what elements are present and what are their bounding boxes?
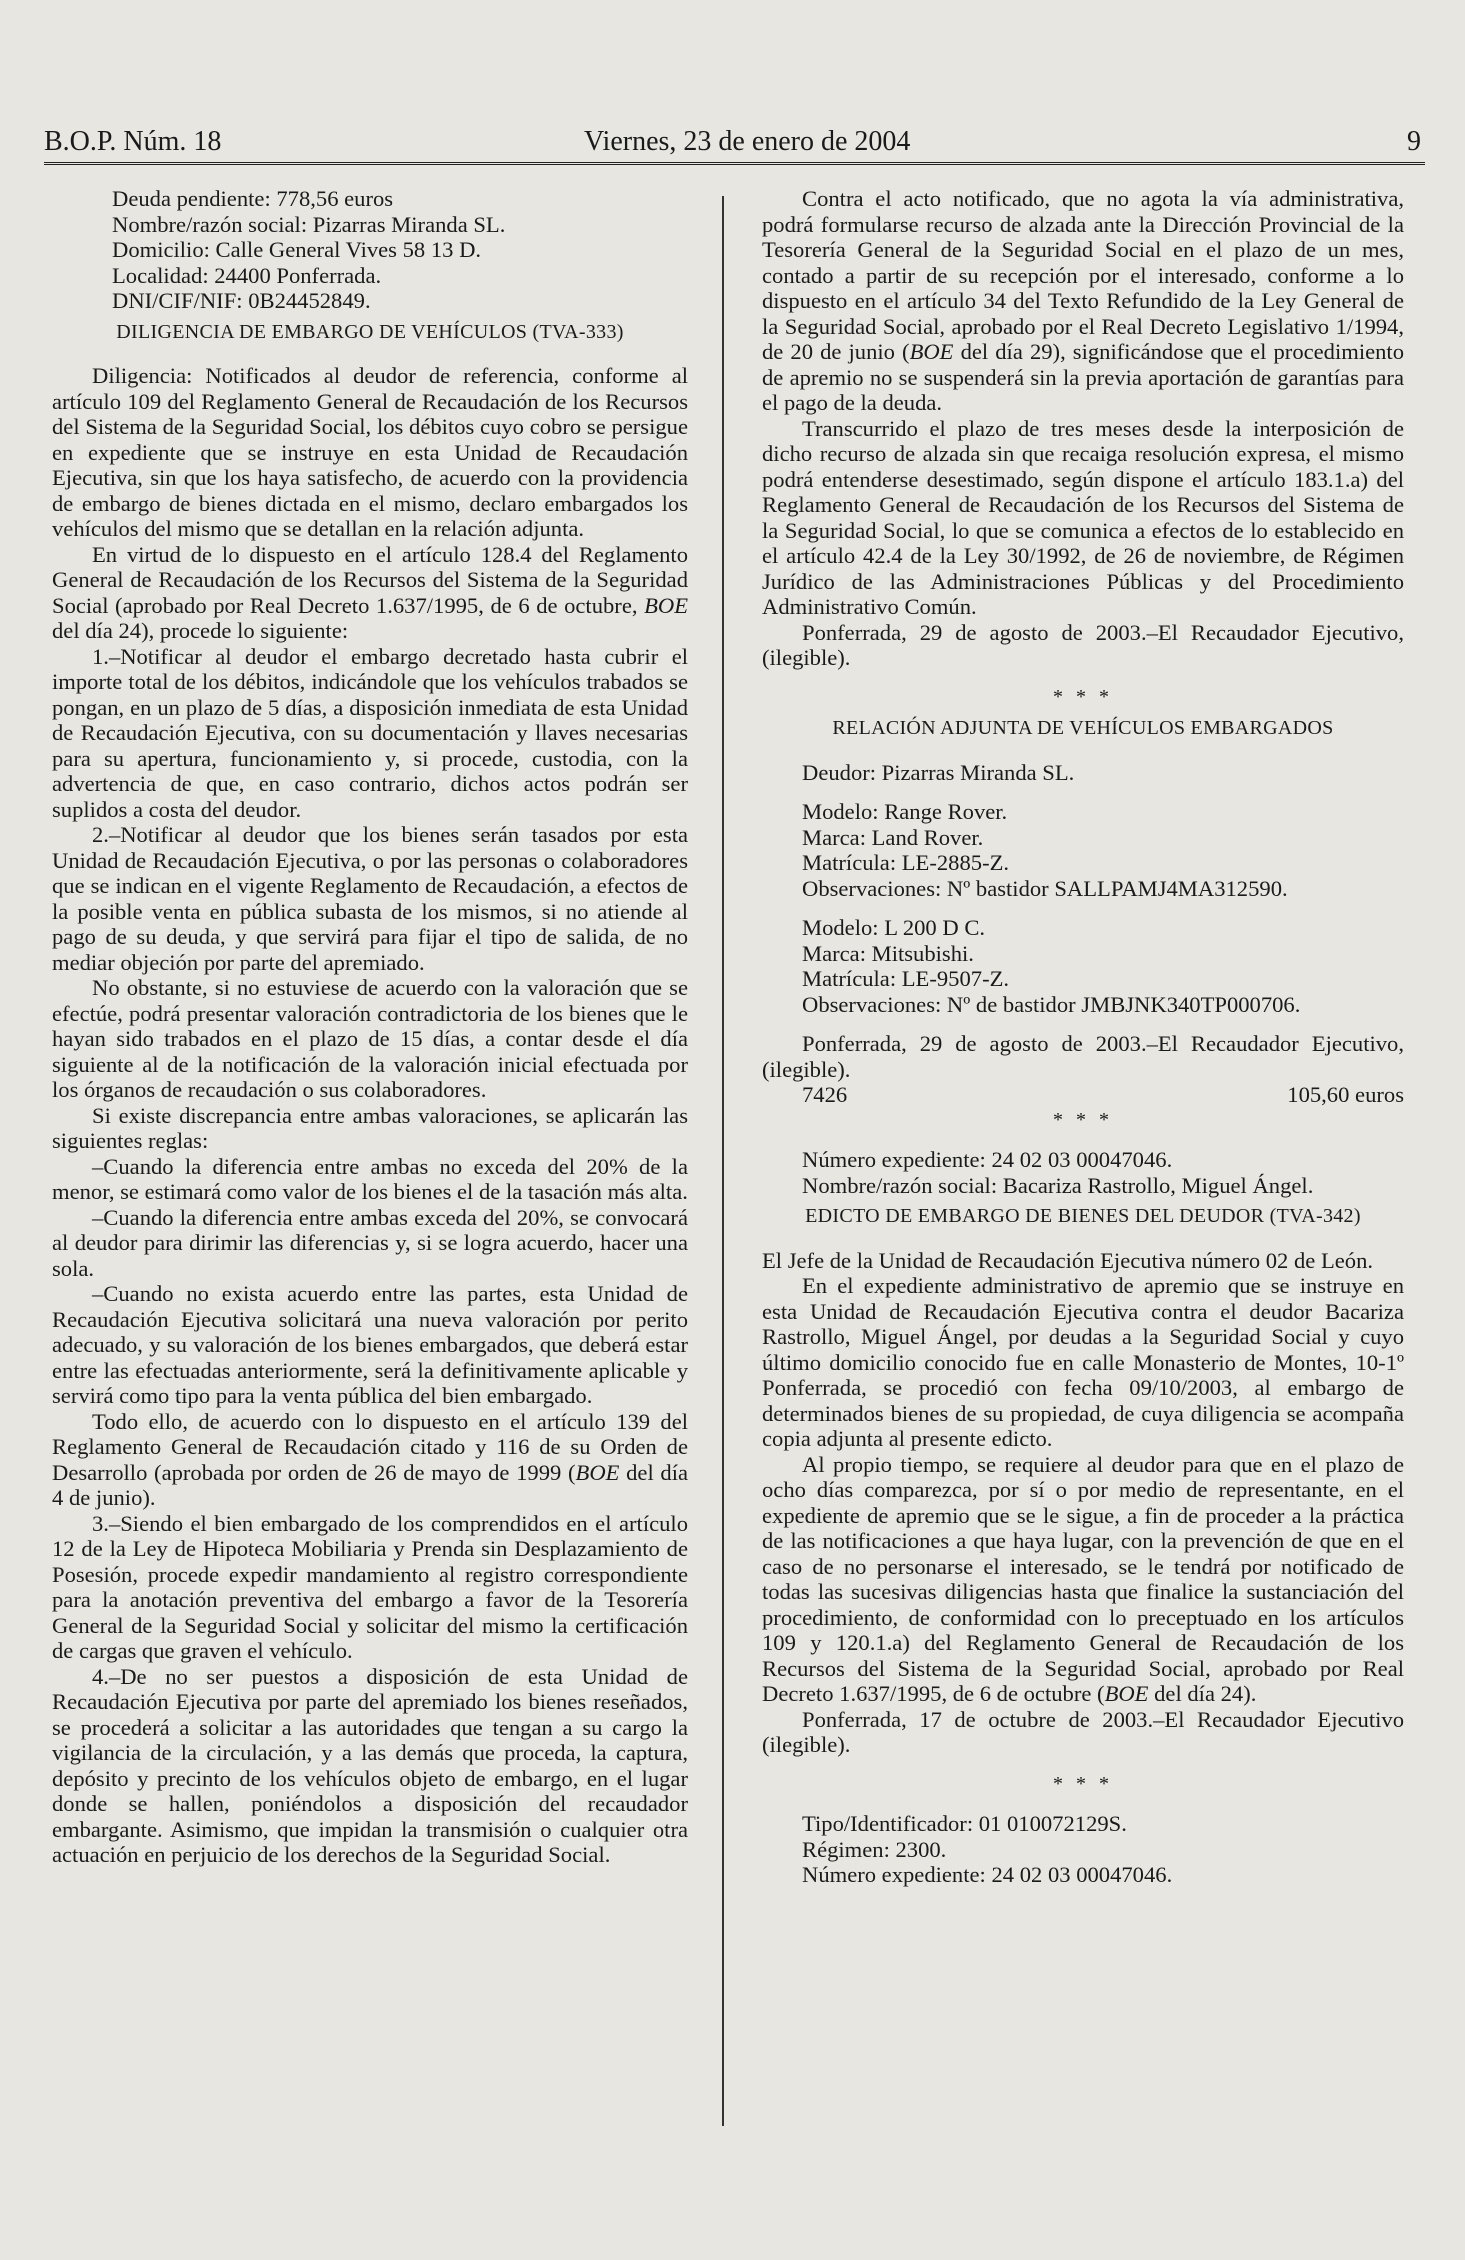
separator: * * *	[1053, 1772, 1113, 1795]
section-heading: EDICTO DE EMBARGO DE BIENES DEL DEUDOR (TVA-342)	[805, 1205, 1361, 1227]
name-line: Nombre/razón social: Pizarras Miranda SL.	[112, 211, 506, 237]
ad-code: 7426	[802, 1082, 848, 1107]
regimen-line: Régimen: 2300.	[802, 1836, 947, 1862]
vehicle-brand: Marca: Mitsubishi.	[802, 940, 974, 966]
bulletin-number: B.O.P. Núm. 18	[44, 126, 222, 157]
paragraph: Al propio tiempo, se requiere al deudor para que en el plazo de ocho días comparezca, por sí o por medio de representante, en el expediente de apremio que se le sigue, a fin de proceder a la práctica de las notificaciones a que haya lugar, con la prevención de que en el caso de no personarse el interesado, se le tendrá por notificado de todas las sucesivas diligencias hasta que finalice la sustanciación del procedimiento, de conformidad con lo preceptuado en los artículos 109 y 120.1.a) del Reglamento General de Recaudación de los Recursos del Sistema de la Seguridad Social, aprobado por Real Decreto 1.637/1995, de 6 de octubre (BOE del día 24).	[762, 1451, 1404, 1706]
page-number: 9	[1407, 126, 1421, 157]
separator: * * *	[1053, 1108, 1113, 1131]
paragraph: 2.–Notificar al deudor que los bienes serán tasados por esta Unidad de Recaudación Ejecutiva, o por las personas o colaboradores que se indican en el vigente Reglamento de Recaudación, a efectos de la posible venta en pública subasta de los mismos, si no atiende al pago de su deuda, y que servirá para fijar el tipo de salida, de no mediar objeción por parte del apremiado.	[52, 822, 688, 975]
address-line: Domicilio: Calle General Vives 58 13 D.	[112, 237, 482, 262]
ad-amount: 105,60 euros	[1287, 1082, 1404, 1107]
vehicle-notes: Observaciones: Nº de bastidor JMBJNK340TP000706.	[802, 991, 1301, 1017]
debtor-line: Deudor: Pizarras Miranda SL.	[802, 759, 1075, 785]
paragraph: No obstante, si no estuviese de acuerdo con la valoración que se efectúe, podrá presentar valoración contradictoria de los bienes que le hayan sido trabados en el plazo de 15 días, a contar desde el día siguiente al de la notificación de la valoración inicial efectuada por los órganos de recaudación o sus colaboradores.	[52, 975, 688, 1102]
paragraph: Contra el acto notificado, que no agota la vía administrativa, podrá formularse recurso de alzada ante la Dirección Provincial de la Tesorería General de la Seguridad Social en el plazo de un mes, contado a partir de su recepción por el interesado, conforme a lo dispuesto en el artículo 34 del Texto Refundido de la Ley General de la Seguridad Social, aprobado por el Real Decreto Legislativo 1/1994, de 20 de junio (BOE del día 29), significándose que el procedimiento de apremio no se suspenderá sin la previa aportación de garantías para el pago de la deuda.	[762, 186, 1404, 415]
paragraph: –Cuando la diferencia entre ambas no exceda del 20% de la menor, se estimará como valor de los bienes el de la tasación más alta.	[52, 1153, 688, 1204]
expediente-line: Número expediente: 24 02 03 00047046.	[802, 1147, 1173, 1172]
vehicle-notes: Observaciones: Nº bastidor SALLPAMJ4MA312590.	[802, 875, 1288, 901]
publication-date: Viernes, 23 de enero de 2004	[584, 126, 911, 157]
section-heading: RELACIÓN ADJUNTA DE VEHÍCULOS EMBARGADOS	[832, 717, 1334, 739]
section-heading: DILIGENCIA DE EMBARGO DE VEHÍCULOS (TVA-333)	[116, 320, 624, 343]
vehicle-plate: Matrícula: LE-9507-Z.	[802, 966, 1010, 991]
paragraph: En el expediente administrativo de apremio que se instruye en esta Unidad de Recaudación Ejecutiva contra el deudor Bacariza Rastrollo, Miguel Ángel, por deudas a la Seguridad Social y cuyo último domicilio conocido fue en calle Monasterio de Montes, 10-1º Ponferrada, se procedió con fecha 09/10/2003, al embargo de determinados bienes de su propiedad, de cuya diligencia se acompaña copia adjunta al presente edicto.	[762, 1273, 1404, 1451]
paragraph: Diligencia: Notificados al deudor de referencia, conforme al artículo 109 del Reglamento General de Recaudación de los Recursos del Sistema de la Seguridad Social, los débitos cuyo cobro se persigue en expediente que se instruye en esta Unidad de Recaudación Ejecutiva, sin que los haya satisfecho, de acuerdo con la providencia de embargo de bienes dictada en el mismo, declaro embargados los vehículos del mismo que se detallan en la relación adjunta.	[52, 363, 688, 541]
vehicle-model: Modelo: L 200 D C.	[802, 915, 986, 940]
locality-line: Localidad: 24400 Ponferrada.	[112, 262, 382, 288]
column-divider	[722, 196, 724, 2126]
paragraph: Transcurrido el plazo de tres meses desde la interposición de dicho recurso de alzada sin que recaiga resolución expresa, el mismo podrá entenderse desestimado, según dispone el artículo 183.1.a) del Reglamento General de Recaudación de los Recursos del Sistema de la Seguridad Social, lo que se comunica a efectos de lo establecido en el artículo 42.4 de la Ley 30/1992, de 26 de noviembre, de Régimen Jurídico de las Administraciones Públicas y del Procedimiento Administrativo Común.	[762, 415, 1404, 619]
vehicle-plate: Matrícula: LE-2885-Z.	[802, 850, 1010, 875]
amount-row	[762, 1082, 1404, 1108]
signature: Ponferrada, 29 de agosto de 2003.–El Recaudador Ejecutivo, (ilegible).	[762, 619, 1404, 670]
paragraph: Todo ello, de acuerdo con lo dispuesto en el artículo 139 del Reglamento General de Recaudación citado y 116 de su Orden de Desarrollo (aprobada por orden de 26 de mayo de 1999 (BOE del día 4 de junio).	[52, 1408, 688, 1510]
debtor-block	[52, 186, 688, 314]
signature: Ponferrada, 29 de agosto de 2003.–El Recaudador Ejecutivo, (ilegible).	[762, 1031, 1404, 1082]
id-line: DNI/CIF/NIF: 0B24452849.	[112, 288, 371, 313]
paragraph: Si existe discrepancia entre ambas valoraciones, se aplicarán las siguientes reglas:	[52, 1102, 688, 1153]
debt-line: Deuda pendiente: 778,56 euros	[112, 186, 394, 211]
expediente-line: Número expediente: 24 02 03 00047046.	[802, 1862, 1173, 1887]
left-column	[52, 186, 688, 1868]
vehicle-model: Modelo: Range Rover.	[802, 799, 1008, 824]
signature: Ponferrada, 17 de octubre de 2003.–El Recaudador Ejecutivo (ilegible).	[762, 1706, 1404, 1757]
paragraph: En virtud de lo dispuesto en el artículo 128.4 del Reglamento General de Recaudación de los Recursos del Sistema de la Seguridad Social (aprobado por Real Decreto 1.637/1995, de 6 de octubre, BOE del día 24), procede lo siguiente:	[52, 541, 688, 643]
paragraph: 1.–Notificar al deudor el embargo decretado hasta cubrir el importe total de los débitos, indicándole que los vehículos trabados se pongan, en un plazo de 5 días, a disposición inmediata de esta Unidad de Recaudación Ejecutiva, con su documentación y llaves necesarias para su apertura, funcionamiento y, si procede, custodia, con la advertencia de que, en caso contrario, dichos actos podrán ser suplidos a costa del deudor.	[52, 643, 688, 822]
paragraph: 3.–Siendo el bien embargado de los comprendidos en el artículo 12 de la Ley de Hipoteca Mobiliaria y Prenda sin Desplazamiento de Posesión, procede expedir mandamiento al registro correspondiente para la anotación preventiva del embargo a favor de la Tesorería General de la Seguridad Social y solicitar del mismo la certificación de cargas que graven el vehículo.	[52, 1510, 688, 1663]
vehicle-entry	[762, 915, 1404, 1017]
separator: * * *	[1053, 685, 1113, 708]
paragraph: El Jefe de la Unidad de Recaudación Ejecutiva número 02 de León.	[762, 1247, 1374, 1273]
paragraph: –Cuando no exista acuerdo entre las partes, esta Unidad de Recaudación Ejecutiva solicitará una nueva valoración por perito adecuado, y su valoración de los bienes embargados, que deberá estar entre las efectuadas anteriormente, será la definitivamente aplicable y servirá como tipo para la venta pública del bien embargado.	[52, 1281, 688, 1408]
vehicle-brand: Marca: Land Rover.	[802, 824, 984, 850]
paragraph: –Cuando la diferencia entre ambas exceda del 20%, se convocará al deudor para dirimir las diferencias y, si se logra acuerdo, hacer una sola.	[52, 1204, 688, 1281]
name-line: Nombre/razón social: Bacariza Rastrollo, Miguel Ángel.	[802, 1172, 1314, 1198]
right-column	[762, 186, 1404, 1888]
paragraph: 4.–De no ser puestos a disposición de esta Unidad de Recaudación Ejecutiva por parte del apremiado los bienes reseñados, se procederá a solicitar a las autoridades que tengan a su cargo la vigilancia de la circulación, y a las demás que proceda, la captura, depósito y precinto de los vehículos objeto de embargo, en el lugar donde se hallen, poniéndolos a disposición del recaudador embargante. Asimismo, que impidan la transmisión o cualquier otra actuación en perjuicio de los derechos de la Seguridad Social.	[52, 1663, 688, 1867]
vehicle-entry	[762, 799, 1404, 901]
page-header	[44, 118, 1425, 165]
identifier-line: Tipo/Identificador: 01 010072129S.	[802, 1811, 1127, 1836]
